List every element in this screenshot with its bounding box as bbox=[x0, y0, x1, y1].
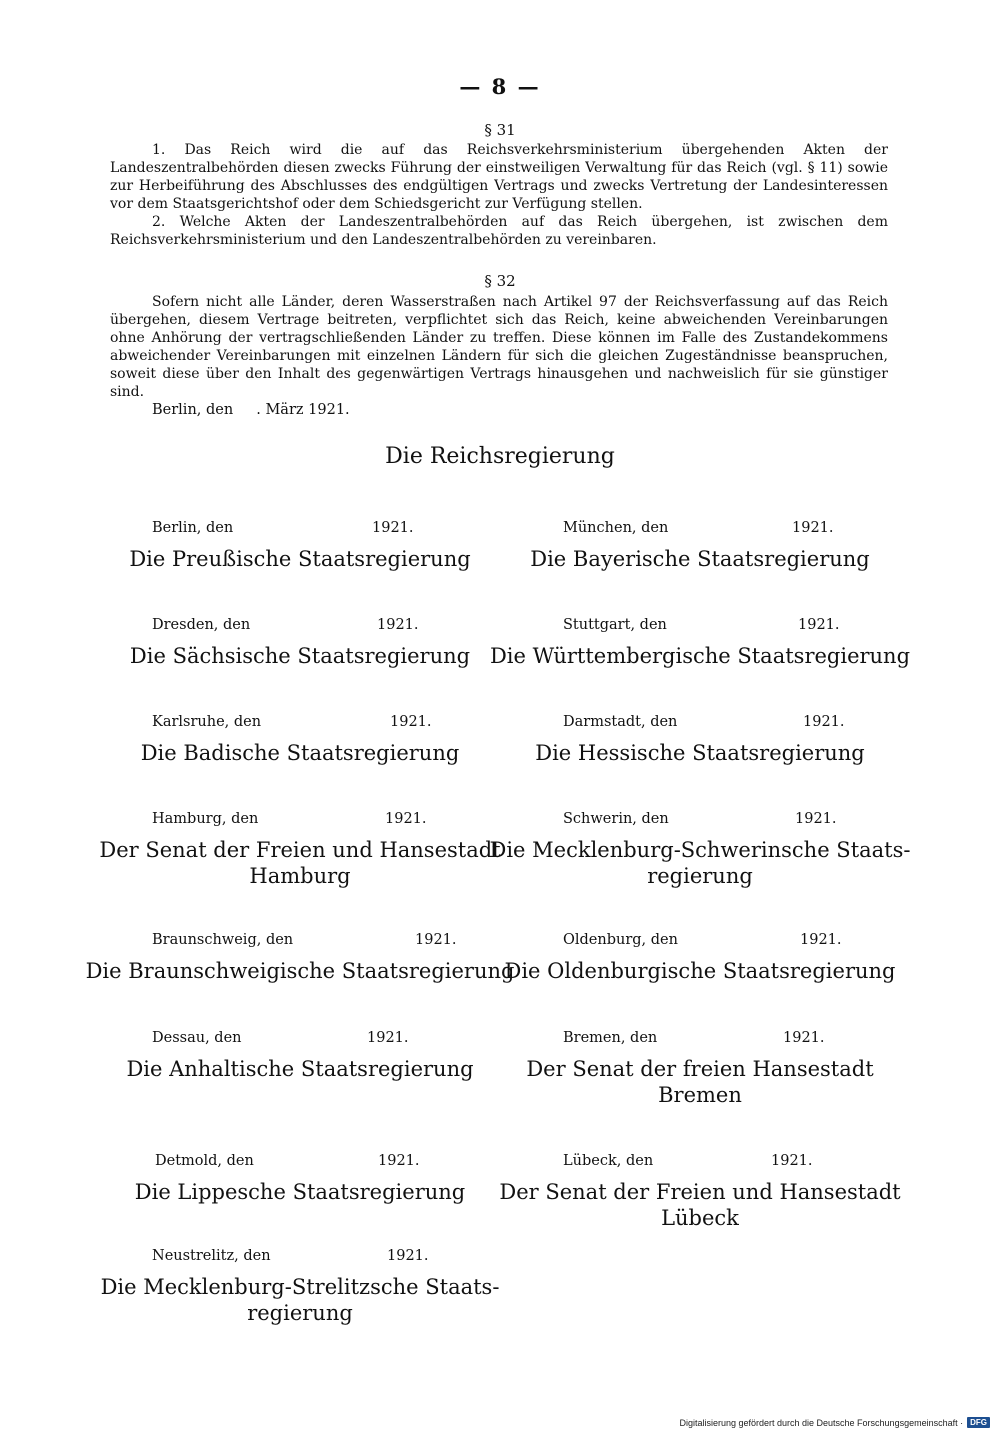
signature-entry-right-1 bbox=[485, 617, 915, 669]
place-date: Dresden, den bbox=[152, 617, 251, 633]
government-name: Die Braunschweigische Staatsregierung bbox=[85, 959, 515, 983]
government-name: Der Senat der freien Hansestadt Bremen bbox=[526, 1057, 874, 1107]
section-32-heading: § 32 bbox=[484, 272, 516, 290]
dfg-logo-icon: DFG bbox=[967, 1417, 990, 1428]
signature-entry-left-2 bbox=[85, 714, 515, 766]
government-name: Die Lippesche Staatsregierung bbox=[134, 1180, 466, 1204]
year: 1921. bbox=[387, 1248, 429, 1264]
year: 1921. bbox=[803, 714, 845, 730]
signature-entry-right-0 bbox=[485, 520, 915, 572]
section-31-heading: § 31 bbox=[484, 121, 516, 139]
signature-entry-left-5 bbox=[85, 1030, 515, 1082]
year: 1921. bbox=[795, 811, 837, 827]
government-name: Die Württembergische Staatsregierung bbox=[489, 644, 911, 668]
year: 1921. bbox=[792, 520, 834, 536]
signature-entry-left-4 bbox=[85, 932, 515, 984]
section-32-paragraph-1: Sofern nicht alle Länder, deren Wasserstraßen nach Artikel 97 der Reichsverfassung auf das Reich übergehen, diesem Vertrage beitreten, verpflichtet sich das Reich, keine abweichenden Vereinbarungen ohne Anhörung der vertragschließenden Länder zu treffen. Diese können im Falle des Zustandekommens abweichender Vereinbarungen mit einzelnen Ländern für sich die gleichen Zugeständnisse beanspruchen, soweit diese über den Inhalt des gegenwärtigen Vertrags hinausgehen und nachweislich für sie günstiger sind. bbox=[110, 294, 888, 400]
place-date: Bremen, den bbox=[563, 1030, 658, 1046]
place-date: Karlsruhe, den bbox=[152, 714, 262, 730]
main-government-title: Die Reichsregierung bbox=[385, 444, 615, 469]
government-name: Die Badische Staatsregierung bbox=[140, 741, 460, 765]
place-date: Detmold, den bbox=[155, 1153, 254, 1169]
year: 1921. bbox=[771, 1153, 813, 1169]
section-31-text bbox=[110, 141, 888, 249]
government-name: Die Mecklenburg-Strelitzsche Staats- regierung bbox=[100, 1275, 500, 1325]
year: 1921. bbox=[385, 811, 427, 827]
year: 1921. bbox=[800, 932, 842, 948]
year: 1921. bbox=[390, 714, 432, 730]
signature-entry-left-3 bbox=[85, 811, 515, 889]
place-date: Schwerin, den bbox=[563, 811, 669, 827]
footer-text: Digitalisierung gefördert durch die Deutsche Forschungsgemeinschaft · bbox=[679, 1417, 964, 1428]
year: 1921. bbox=[367, 1030, 409, 1046]
government-name: Die Hessische Staatsregierung bbox=[535, 741, 865, 765]
signature-entry-left-1 bbox=[85, 617, 515, 669]
signature-entry-right-4 bbox=[485, 932, 915, 984]
government-name: Der Senat der Freien und Hansestadt Lübeck bbox=[499, 1180, 901, 1230]
page-number: — 8 — bbox=[459, 74, 541, 99]
government-name: Die Mecklenburg-Schwerinsche Staats- regierung bbox=[489, 838, 911, 888]
year: 1921. bbox=[798, 617, 840, 633]
signature-entry-left-0 bbox=[85, 520, 515, 572]
berlin-date-line: Berlin, den . März 1921. bbox=[152, 402, 350, 418]
government-name: Die Oldenburgische Staatsregierung bbox=[504, 959, 896, 983]
place-date: Oldenburg, den bbox=[563, 932, 678, 948]
section-31-paragraph-1: 1. Das Reich wird die auf das Reichsverkehrsministerium übergehenden Akten der Landeszentralbehörden diesen zwecks Führung der einstweiligen Verwaltung für das Reich (vgl. § 11) sowie zur Herbeiführung des Abschlusses des endgültigen Vertrags und zwecks Vertretung der Landesinteressen vor dem Staatsgerichtshof oder dem Schiedsgericht zur Verfügung stellen. bbox=[110, 142, 888, 212]
place-date: Braunschweig, den bbox=[152, 932, 294, 948]
government-name: Der Senat der Freien und Hansestadt Hamburg bbox=[99, 838, 501, 888]
government-name: Die Bayerische Staatsregierung bbox=[530, 547, 870, 571]
place-date: München, den bbox=[563, 520, 669, 536]
year: 1921. bbox=[377, 617, 419, 633]
government-name: Die Anhaltische Staatsregierung bbox=[126, 1057, 474, 1081]
place-date: Neustrelitz, den bbox=[152, 1248, 271, 1264]
signature-entry-right-2 bbox=[485, 714, 915, 766]
signature-entry-right-3 bbox=[485, 811, 915, 889]
signature-entry-right-5 bbox=[485, 1030, 915, 1108]
place-date: Hamburg, den bbox=[152, 811, 259, 827]
place-date: Lübeck, den bbox=[563, 1153, 654, 1169]
place-date: Berlin, den bbox=[152, 520, 234, 536]
government-name: Die Sächsische Staatsregierung bbox=[129, 644, 471, 668]
place-date: Darmstadt, den bbox=[563, 714, 678, 730]
place-date: Stuttgart, den bbox=[563, 617, 667, 633]
year: 1921. bbox=[378, 1153, 420, 1169]
signature-entry-left-7 bbox=[85, 1248, 515, 1326]
section-31-paragraph-2: 2. Welche Akten der Landeszentralbehörden auf das Reich übergehen, ist zwischen dem Reichsverkehrsministerium und den Landeszentralbehörden zu vereinbaren. bbox=[110, 214, 888, 248]
footer-credit bbox=[679, 1417, 990, 1428]
year: 1921. bbox=[372, 520, 414, 536]
year: 1921. bbox=[415, 932, 457, 948]
year: 1921. bbox=[783, 1030, 825, 1046]
government-name: Die Preußische Staatsregierung bbox=[129, 547, 471, 571]
section-32-text bbox=[110, 293, 888, 401]
signature-entry-left-6 bbox=[85, 1153, 515, 1205]
place-date: Dessau, den bbox=[152, 1030, 242, 1046]
signature-entry-right-6 bbox=[485, 1153, 915, 1231]
